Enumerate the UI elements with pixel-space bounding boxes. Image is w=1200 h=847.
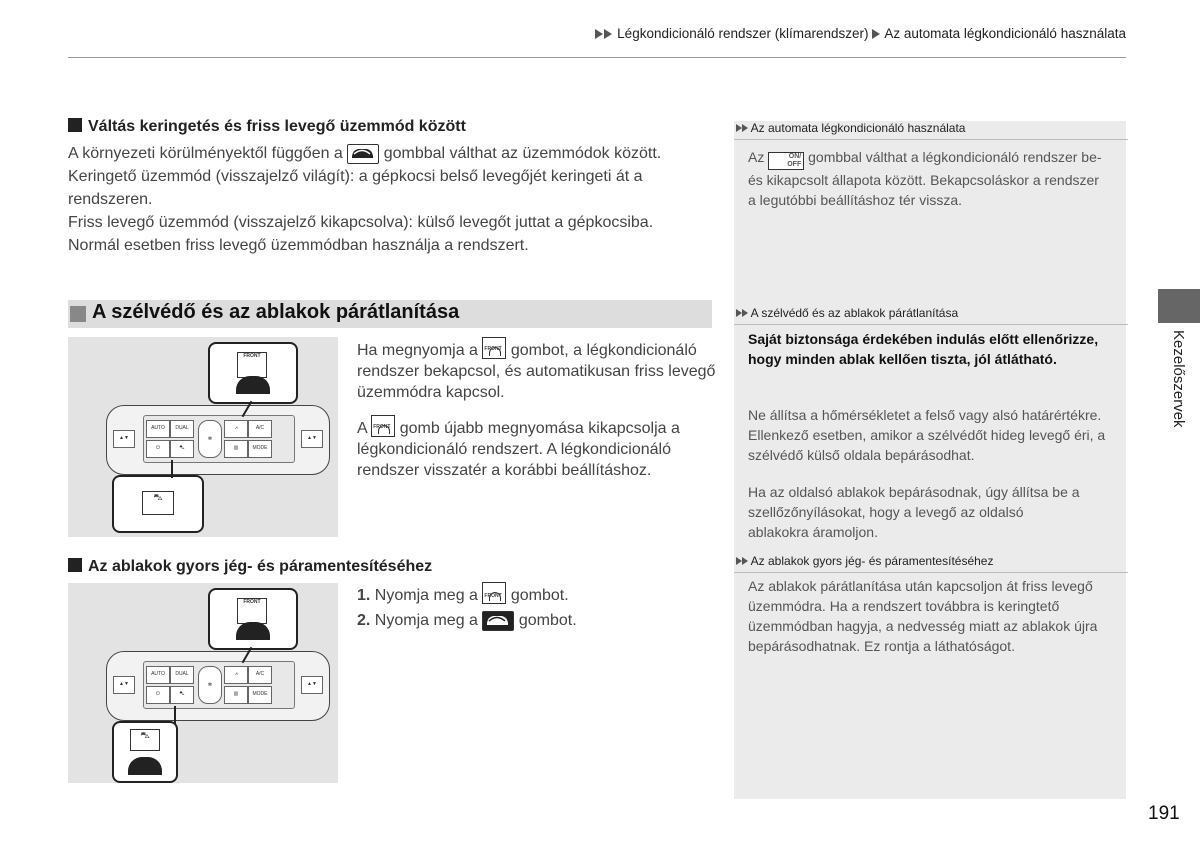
arrow-icon bbox=[742, 557, 748, 565]
front-defrost-button: ⩘ bbox=[224, 420, 248, 438]
temp-right-button: ▲▼ bbox=[301, 430, 323, 448]
page-number: 191 bbox=[1148, 803, 1180, 824]
recirculation-button-icon bbox=[482, 611, 514, 631]
mode-button: MODE bbox=[248, 686, 272, 704]
dual-button: DUAL bbox=[170, 666, 194, 684]
breadcrumb bbox=[595, 26, 1126, 41]
recirculation-button: ⛍ bbox=[170, 440, 194, 458]
front-defrost-callout: FRONT bbox=[208, 588, 298, 650]
sidebar-box1-text: Az ON/ OFF gombbal válthat a légkondicionáló rendszer be- és kikapcsolt állapota között. Bekapcsoláskor a rendszer a legutóbbi beállításhoz tér vissza. bbox=[748, 149, 1102, 208]
on-off-button: ⏻ bbox=[146, 440, 170, 458]
temp-left-button: ▲▼ bbox=[113, 676, 135, 694]
temp-right-button: ▲▼ bbox=[301, 676, 323, 694]
arrow-icon bbox=[742, 309, 748, 317]
control-panel-illustration-1 bbox=[68, 337, 338, 537]
ac-button: A/C bbox=[248, 666, 272, 684]
fan-dial: ✻ bbox=[198, 666, 222, 704]
section-title: A szélvédő és az ablakok párátlanítása bbox=[92, 301, 460, 323]
auto-button: AUTO bbox=[146, 666, 170, 684]
sidebar-box2-heading: A szélvédő és az ablakok párátlanítása bbox=[734, 306, 1128, 325]
front-defrost-button-icon: FRONT bbox=[482, 582, 506, 604]
mode-button: MODE bbox=[248, 440, 272, 458]
sidebar-box1-heading: Az automata légkondicionáló használata bbox=[734, 121, 1128, 140]
sidebar-box2-p2: Ha az oldalsó ablakok bepárásodnak, úgy állítsa be a szellőzőnyílásokat, hogy a levegő az oldalsó ablakokra áramoljon. bbox=[748, 484, 1080, 540]
arrow-icon bbox=[595, 29, 603, 39]
chapter-tab[interactable] bbox=[1158, 289, 1200, 323]
sidebar-box2-p1: Ne állítsa a hőmérsékletet a felső vagy alsó határértékre. Ellenkező esetben, amikor a szélvédőt hideg levegő éri, a szélvédő külső oldala bepárásodhat. bbox=[748, 407, 1106, 463]
climate-panel bbox=[106, 651, 330, 721]
sidebar-box2-warning: Saját biztonsága érdekében indulás előtt ellenőrizze, hogy minden ablak kellően tiszta, jól átlátható. bbox=[748, 331, 1099, 367]
recirculation-button: ⛍ bbox=[170, 686, 194, 704]
recirculation-callout: ⛍ bbox=[112, 475, 204, 533]
on-off-button-icon: ON/ OFF bbox=[768, 152, 804, 170]
recirculation-button-icon bbox=[347, 144, 379, 164]
front-defrost-button-icon: FRONT bbox=[371, 415, 395, 437]
square-bullet-icon bbox=[68, 558, 82, 572]
rear-defrost-button: ▥ bbox=[224, 440, 248, 458]
chapter-tab-label: Kezelőszervek bbox=[1170, 330, 1187, 428]
temp-left-button: ▲▼ bbox=[113, 430, 135, 448]
arrow-icon bbox=[742, 124, 748, 132]
top-rule bbox=[68, 57, 1126, 58]
sidebar-box3-heading: Az ablakok gyors jég- és páramentesítéséhez bbox=[734, 554, 1128, 573]
control-panel-illustration-2 bbox=[68, 583, 338, 783]
square-bullet-icon bbox=[70, 306, 86, 322]
breadcrumb-item-1: Légkondicionáló rendszer (klímarendszer) bbox=[617, 26, 869, 41]
square-bullet-icon bbox=[68, 118, 82, 132]
on-off-button: ⏻ bbox=[146, 686, 170, 704]
rear-defrost-button: ▥ bbox=[224, 686, 248, 704]
ac-button: A/C bbox=[248, 420, 272, 438]
front-defrost-callout: FRONT bbox=[208, 342, 298, 404]
sidebar-box3-text: Az ablakok párátlanítása után kapcsoljon át friss levegő üzemmódra. Ha a rendszert továbbra is keringtető üzemmódban hagyja, a nedvesség miatt az ablakok újra bepárásodhatnak. Ez rontja a láthatóságot. bbox=[748, 578, 1098, 654]
front-defrost-button-icon: FRONT bbox=[482, 337, 506, 359]
section1-p4: Normál esetben friss levegő üzemmódban használja a rendszert. bbox=[68, 237, 529, 254]
section1-body: A környezeti körülményektől függően a gombbal válthat az üzemmódok között. Keringető üzemmód (visszajelző világít): a gépkocsi belső levegőjét keringeti át a rendszeren. Friss levegő üzemmód (visszajelző kikapcsolva): külső levegőt juttat a gépkocsiba. Normál esetben friss levegő üzemmódban használja a rendszert. bbox=[68, 142, 708, 257]
arrow-icon bbox=[604, 29, 612, 39]
recirculation-callout: ⛍ bbox=[112, 721, 178, 783]
section1-p2: Keringető üzemmód (visszajelző világít): a gépkocsi belső levegőjét keringeti át a rendszeren. bbox=[68, 168, 643, 208]
step-1: 1. Nyomja meg a FRONT gombot. bbox=[357, 582, 717, 608]
breadcrumb-item-2: Az automata légkondicionáló használata bbox=[884, 26, 1126, 41]
front-defrost-button: ⩘ bbox=[224, 666, 248, 684]
section3-steps bbox=[357, 582, 717, 633]
arrow-icon bbox=[872, 29, 880, 39]
section2-body: Ha megnyomja a FRONT gombot, a légkondicionáló rendszer bekapcsol, és automatikusan friss levegő üzemmódra kapcsol. A FRONT gomb újabb megnyomása kikapcsolja a légkondicionáló rendszert. A légkondicionáló rendszer visszatér a korábbi beállításhoz. bbox=[357, 337, 717, 481]
dual-button: DUAL bbox=[170, 420, 194, 438]
step-2: 2. Nyomja meg a gombot. bbox=[357, 612, 577, 629]
auto-button: AUTO bbox=[146, 420, 170, 438]
section3-heading: Az ablakok gyors jég- és páramentesítéséhez bbox=[68, 558, 432, 576]
fan-dial: ✻ bbox=[198, 420, 222, 458]
section-header-bar bbox=[68, 300, 712, 328]
section1-p3: Friss levegő üzemmód (visszajelző kikapcsolva): külső levegőt juttat a gépkocsiba. bbox=[68, 214, 654, 231]
section1-heading: Váltás keringetés és friss levegő üzemmód között bbox=[68, 118, 466, 136]
climate-panel bbox=[106, 405, 330, 475]
